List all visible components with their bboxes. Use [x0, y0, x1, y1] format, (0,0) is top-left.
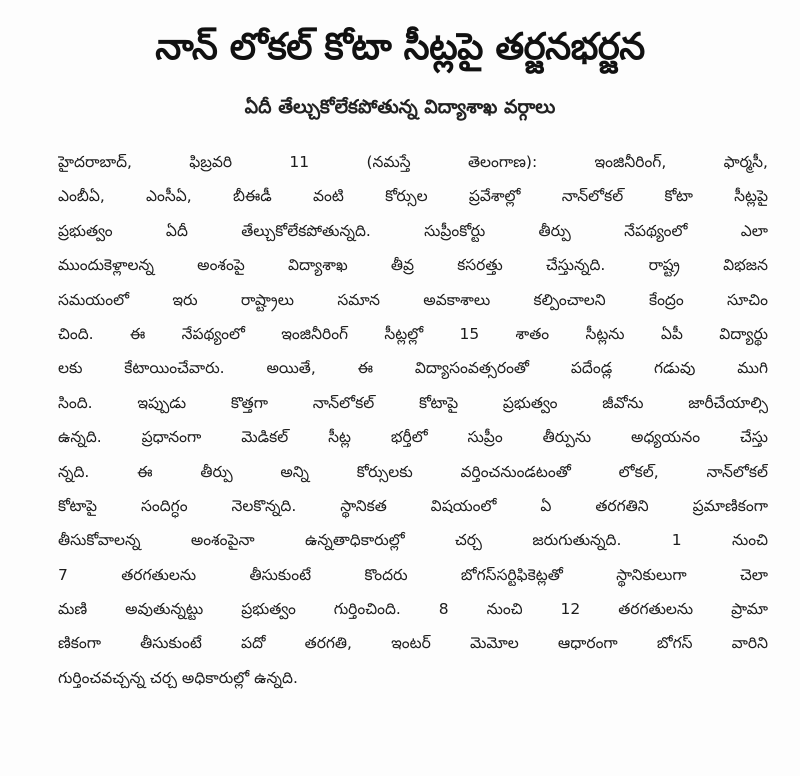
body-line: తీసుకోవాలన్న అంశంపైనా ఉన్నతాధికారుల్లో చర్చ జరుగుతున్నది. 1 నుంచి: [58, 531, 768, 550]
body-line: సమయంలో ఇరు రాష్ట్రాలు సమాన అవకాశాలు కల్పించాలని కేంద్రం సూచిం: [58, 290, 768, 309]
subheadline: ఏదీ తేల్చుకోలేకపోతున్న విద్యాశాఖ వర్గాలు: [244, 96, 556, 118]
body-line: చింది. ఈ నేపథ్యంలో ఇంజినీరింగ్ సీట్లల్లో 15 శాతం సీట్లను ఏపీ విద్యార్థు: [58, 324, 768, 343]
body-line: ఎంబీఏ, ఎంసీఏ, బీఈడీ వంటి కోర్సుల ప్రవేశాల్లో నాన్‌లోకల్ కోటా సీట్లపై: [58, 187, 768, 206]
cropped-next-line: [180, 766, 600, 776]
body-line: ఉన్నది. ప్రధానంగా మెడికల్ సీట్ల భర్తీలో సుప్రీం తీర్పును అధ్యయనం చేస్తు: [58, 428, 768, 447]
article-body: [58, 145, 768, 695]
body-line: గుర్తించవచ్చన్న చర్చ అధికారుల్లో ఉన్నది.: [58, 668, 298, 687]
body-line: ప్రభుత్వం ఏదీ తేల్చుకోలేకపోతున్నది. సుప్రీంకోర్టు తీర్పు నేపథ్యంలో ఎలా: [58, 221, 768, 240]
body-line: సింది. ఇప్పుడు కొత్తగా నాన్‌లోకల్ కోటాపై ప్రభుత్వం జీవోను జారీచేయాల్సి: [58, 393, 768, 412]
body-line: కోటాపై సందిగ్ధం నెలకొన్నది. స్థానికత విషయంలో ఏ తరగతిని ప్రమాణికంగా: [58, 496, 768, 515]
headline: నాన్ లోకల్ కోటా సీట్లపై తర్జనభర్జన: [155, 25, 645, 68]
body-line: మణి అవుతున్నట్టు ప్రభుత్వం గుర్తించింది. 8 నుంచి 12 తరగతులను ప్రామా: [58, 600, 768, 619]
body-line: లకు కేటాయించేవారు. అయితే, ఈ విద్యాసంవత్సరంతో పదేండ్ల గడువు ముగి: [58, 359, 768, 378]
body-line: న్నది. ఈ తీర్పు అన్ని కోర్సులకు వర్తించనుండటంతో లోకల్, నాన్‌లోకల్: [58, 462, 768, 481]
body-line: 7 తరగతులను తీసుకుంటే కొందరు బోగస్‌సర్టిఫికెట్లతో స్థానికులుగా చెలా: [58, 565, 768, 584]
body-line: ముందుకెళ్లాలన్న అంశంపై విద్యాశాఖ తీవ్ర కసరత్తు చేస్తున్నది. రాష్ట్ర విభజన: [58, 256, 768, 275]
body-line: ణికంగా తీసుకుంటే పదో తరగతి, ఇంటర్ మెమోల ఆధారంగా బోగస్ వారిని: [58, 634, 768, 653]
body-line: హైదరాబాద్, ఫిబ్రవరి 11 (నమస్తే తెలంగాణ): ఇంజినీరింగ్, ఫార్మసీ,: [58, 153, 768, 171]
